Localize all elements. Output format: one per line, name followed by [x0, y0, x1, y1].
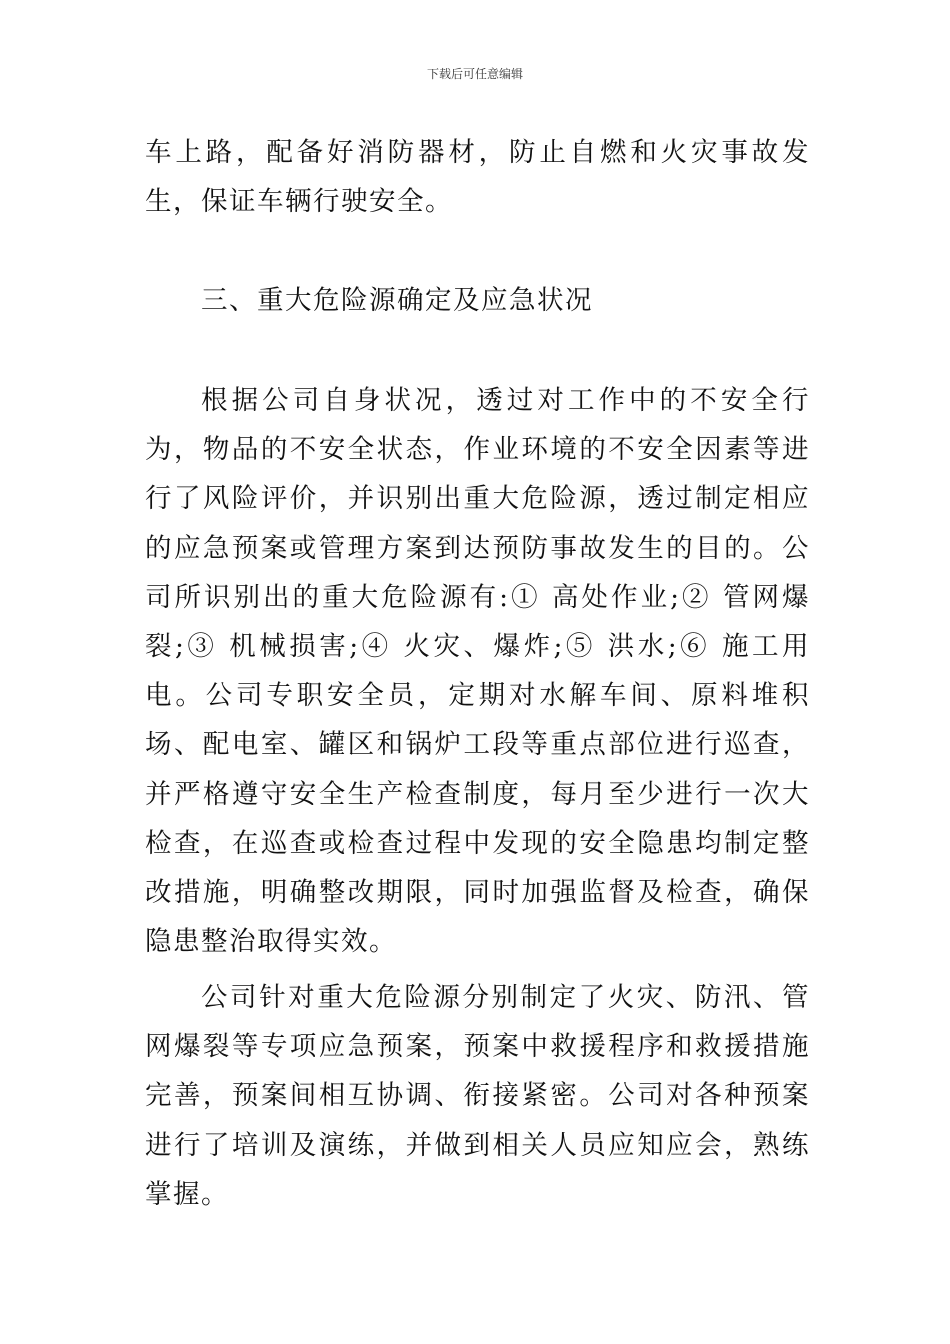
paragraph-hazard-sources: 根据公司自身状况，透过对工作中的不安全行为，物品的不安全状态，作业环境的不安全因素等进行了风险评价，并识别出重大危险源，透过制定相应的应急预案或管理方案到达预防事故发生的目的。公司所识别出的重大危险源有:① 高处作业;② 管网爆裂;③ 机械损害;④ 火灾、爆炸;⑤ 洪水;⑥ 施工用电。公司专职安全员，定期对水解车间、原料堆积场、配电室、罐区和锅炉工段等重点部位进行巡查，并严格遵守安全生产检查制度，每月至少进行一次大检查，在巡查或检查过程中发现的安全隐患均制定整改措施，明确整改期限，同时加强监督及检查，确保隐患整治取得实效。: [145, 385, 810, 958]
paragraph-continuation: 车上路，配备好消防器材，防止自燃和火灾事故发生，保证车辆行驶安全。: [145, 137, 810, 218]
page-header: 下载后可任意编辑: [426, 67, 523, 81]
paragraph-emergency-plans: 公司针对重大危险源分别制定了火灾、防汛、管网爆裂等专项应急预案，预案中救援程序和救援措施完善，预案间相互协调、衔接紧密。公司对各种预案进行了培训及演练，并做到相关人员应知应会，熟练掌握。: [145, 982, 810, 1210]
section-heading: 三、重大危险源确定及应急状况: [201, 285, 593, 316]
